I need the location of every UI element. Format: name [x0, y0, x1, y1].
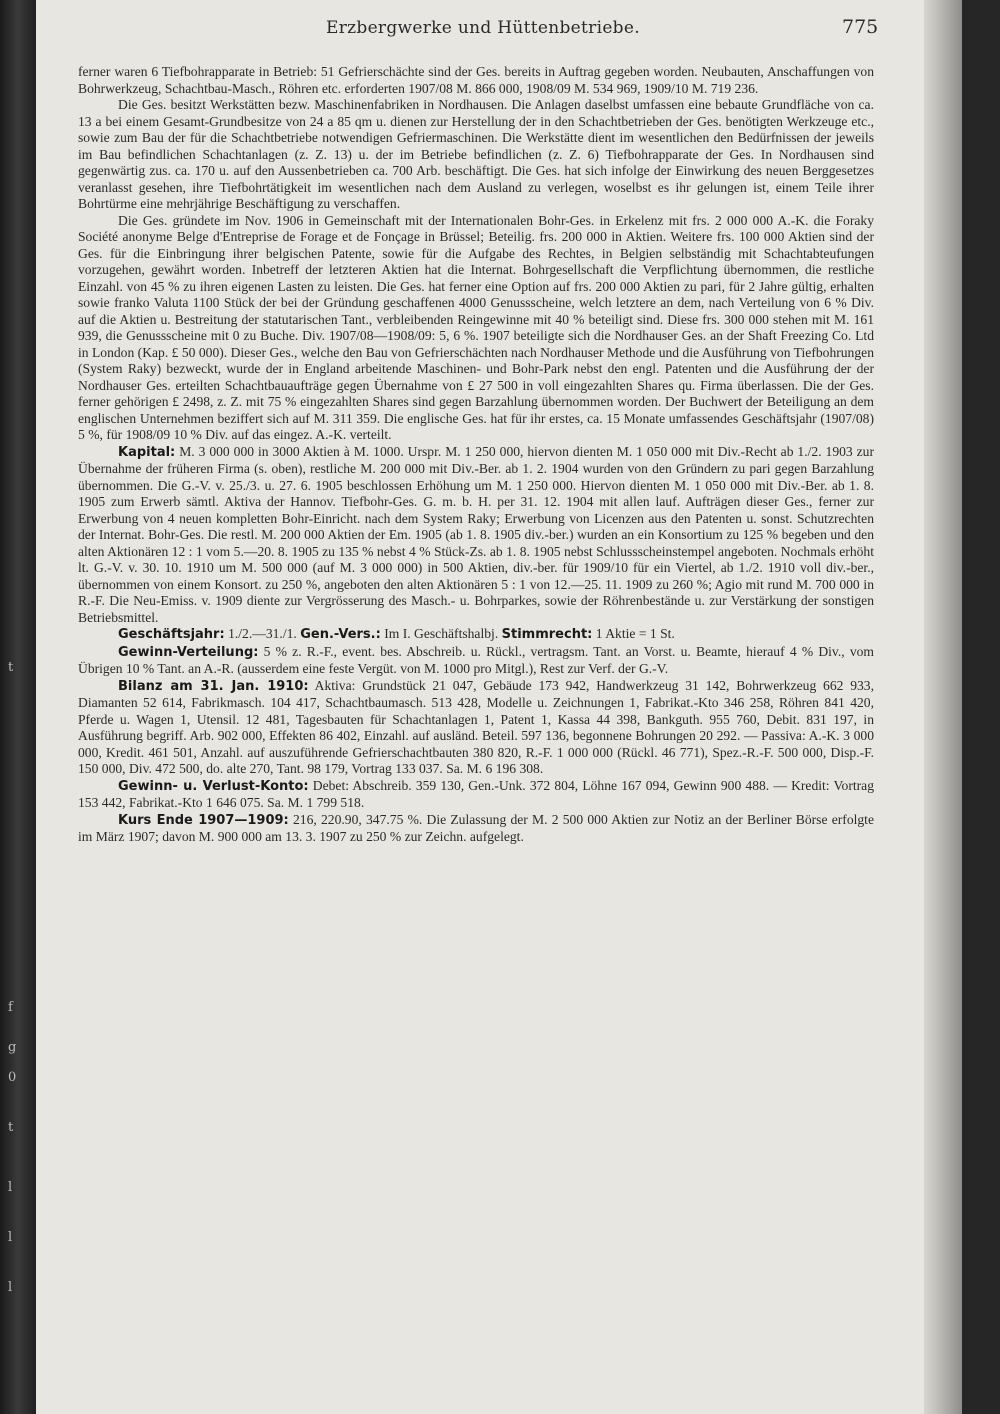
binding-mark: 0 — [8, 1070, 17, 1085]
stimmrecht-label: Stimmrecht: — [501, 627, 593, 642]
binding-mark: l — [8, 1230, 13, 1245]
binding-mark: l — [8, 1280, 13, 1295]
section-gewinn-verteilung — [78, 644, 874, 678]
binding-mark: t — [8, 1120, 14, 1135]
stimmrecht-text: 1 Aktie = 1 St. — [595, 626, 675, 641]
geschaeftsjahr-label: Geschäftsjahr: — [118, 627, 225, 642]
gewinn-verlust-label: Gewinn- u. Verlust-Konto: — [118, 778, 309, 794]
paragraph-werkstaetten: Die Ges. besitzt Werkstätten bezw. Maschinenfabriken in Nordhausen. Die Anlagen daselbst umfassen eine bebaute Grundfläche von ca. 13 a bei einem Gesamt-Grundbesitze von 24 a 85 qm u. dienen zur Herstellung der in den Schachtbetrieben der Ges. benötigten Werkzeuge etc., sowie zum Bau der für die Schachtbetriebe notwendigen Gefriermaschinen. Die Werkstätte dient im wesentlichen den Bedürfnissen der jeweils im Bau befindlichen Schachtanlagen (z. Z. 13) u. der im Betriebe befindlichen (z. Z. 6) Tiefbohrapparate der Ges. In Nordhausen sind gegenwärtig zus. ca. 170 u. auf den Aussenbetrieben ca. 700 Arb. beschäftigt. Die Ges. hat sich infolge der Einwirkung des neuen Berggesetzes veranlasst gesehen, ihre Tiefbohrtätigkeit im wesentlichen nach dem Ausland zu verlegen, woselbst es ihr gelungen ist, einem Teile ihrer Bohrtürme eine mehrjährige Beschäftigung zu verschaffen. — [78, 97, 874, 211]
binding-mark: t — [8, 660, 14, 675]
section-gewinn-verlust — [78, 778, 874, 812]
bilanz-text: Aktiva: Grundstück 21 047, Gebäude 173 942, Handwerkzeug 31 142, Bohrwerkzeug 662 933, Diamanten 52 614, Fabrikmasch. 104 417, Schachtbaumasch. 513 428, Modelle u. Zeichnungen 1, Fabrikat.-Kto 346 258, Röhren 841 420, Pferde u. Wagen 1, Utensil. 12 481, Tagesbauten für Schachtanlagen 1, Patent 1, Kassa 44 398, Bankguth. 955 760, Debit. 831 197, in Ausführung begriff. Arb. 902 000, Effekten 86 402, Einzahl. auf ausländ. Beteil. 597 136, begonnene Bohrungen 20 292. — Passiva: A.-K. 3 000 000, Kredit. 461 501, Anzahl. auf auszuführende Gefrierschachtbauten 380 820, R.-F. 1 000 000 (Rückl. 46 771), Spez.-R.-F. 500 000, Disp.-F. 150 000, Div. 472 500, do. alte 270, Tant. 98 179, Vortrag 133 037. Sa. M. 6 196 308. — [78, 677, 874, 776]
binding-mark: g — [8, 1040, 17, 1055]
kurs-label: Kurs Ende 1907—1909: — [118, 812, 289, 828]
paragraph-beteiligungen: Die Ges. gründete im Nov. 1906 in Gemeinschaft mit der Internationalen Bohr-Ges. in Erkelenz mit frs. 2 000 000 A.-K. die Foraky Société anonyme Belge d'Entreprise de Forage et de Fonçage in Brüssel; Beteilig. frs. 200 000 in Aktien. Weitere frs. 100 000 Aktien sind der Ges. für die Einbringung ihrer belgischen Patente, sowie für die Aufgabe des Rechtes, in Belgien selbständig mit Schachtabteufungen vorzugehen, gewährt worden. Inbetreff der letzteren Aktien hat die Internat. Bohrgesellschaft die Verpflichtung übernommen, die restliche Einzahl. von 45 % zu ihren eigenen Lasten zu leisten. Die Ges. hat ferner eine Option auf frs. 200 000 Aktien zu pari, für 2 Jahre gültig, erhalten sowie franko Valuta 1100 Stück der bei der Gründung geschaffenen 4000 Genussscheine, welch letztere an dem, nach Verteilung von 6 % Div. auf die Aktien u. Bestreitung der statutarischen Tant., verbleibenden Reingewinne mit 40 % beteiligt sind. Diese frs. 300 000 stehen mit M. 161 939, die Genussscheine mit 0 zu Buche. Div. 1907/08—1908/09: 5, 6 %. 1907 beteiligte sich die Nordhauser Ges. an der Shaft Freezing Co. Ltd in London (Kap. £ 50 000). Dieser Ges., welche den Bau von Gefrierschächten nach Nordhauser Methode und die Ausführung von Tiefbohrungen (System Raky) bezweckt, wurde der in England arbeitende Maschinen- und Bohr-Park nebst den engl. Patenten und die Ausführung der der Nordhauser Ges. erteilten Schachtbauaufträge gegen Übernahme von £ 27 500 in voll eingezahlten Shares qu. Firma überlassen. Die der Ges. ferner gehörigen £ 2498, z. Z. mit 75 % eingezahlten Shares sind gegen Barzahlung übernommen worden. Der Buchwert der Beteiligung an dem englischen Unternehmen beziffert sich auf M. 311 359. Die englische Ges. hat für ihr erstes, ca. 15 Monate umfassendes Geschäftsjahr (1907/08) 5 %, für 1908/09 10 % Div. auf das eingez. A.-K. verteilt. — [78, 212, 874, 442]
binding-mark: l — [8, 1180, 13, 1195]
paragraph-continuation: ferner waren 6 Tiefbohrapparate in Betrieb: 51 Gefrierschächte sind der Ges. bereits in Auftrag gegeben worden. Neubauten, Anschaffungen von Bohrwerkzeug, Schachtbau-Masch., Röhren etc. erforderten 1907/08 M. 866 000, 1908/09 M. 534 969, 1909/10 M. 719 236. — [78, 64, 874, 96]
bilanz-label: Bilanz am 31. Jan. 1910: — [118, 678, 309, 694]
section-geschaeftsjahr — [78, 626, 874, 644]
document-page — [36, 0, 962, 1414]
binding-mark: f — [8, 1000, 13, 1015]
gewinn-verteilung-text: 5 % z. R.-F., event. bes. Abschreib. u. Rückl., vertragsm. Tant. an Vorst. u. Beamte, hierauf 4 % Div., vom Übrigen 10 % Tant. an A.-R. (ausserdem eine feste Vergüt. von M. 1000 pro Mitgl.), Rest zur Verf. der G.-V. — [78, 643, 875, 676]
page-edge-shadow — [924, 0, 962, 1414]
page-header — [36, 14, 962, 44]
section-bilanz — [78, 678, 874, 778]
page-number: 775 — [842, 16, 879, 38]
genvers-label: Gen.-Vers.: — [300, 627, 381, 642]
running-title: Erzbergwerke und Hüttenbetriebe. — [326, 18, 640, 38]
geschaeftsjahr-text: 1./2.—31./1. — [228, 626, 297, 641]
section-kapital — [78, 444, 874, 627]
kapital-text: M. 3 000 000 in 3000 Aktien à M. 1000. Urspr. M. 1 250 000, hiervon dienten M. 1 050 000 mit Div.-Recht ab 1./2. 1903 zur Übernahme der früheren Firma (s. oben), restliche M. 200 000 mit Div.-Ber. ab 1. 2. 1904 wurden von den Gründern zu pari gegen Barzahlung übernommen. Die G.-V. v. 25./3. u. 27. 6. 1905 beschlossen Erhöhung um M. 1 250 000. Hiervon dienten M. 1 050 000 mit Div.-Ber. ab 1. 8. 1905 zum Erwerb sämtl. Aktiva der Hannov. Tiefbohr-Ges. G. m. b. H. per 31. 12. 1904 mit allen lauf. Aufträgen dieser Ges., ferner zur Erwerbung von 4 neuen kompletten Bohr-Einricht. nach dem System Raky; Erwerbung von Licenzen aus den Patenten u. sonst. Schutzrechten der Internat. Bohr-Ges. Die restl. M. 200 000 Aktien der Em. 1905 (ab 1. 8. 1905 div.-ber.) wurden an ein Konsortium zu 125 % begeben und den alten Aktionären 12 : 1 vom 5.—20. 8. 1905 zu 135 % nebst 4 % Stück-Zs. ab 1. 8. 1905 nebst Schlussscheinstempel angeboten. Nochmals erhöht lt. G.-V. v. 30. 10. 1910 um M. 500 000 (auf M. 3 000 000) in 500 Aktien, div.-ber. für 1909/10 für ein Viertel, ab 1./2. 1910 voll div.-ber., übernommen von einem Konsort. zu 250 %, angeboten den alten Aktionären 5 : 1 von 12.—25. 11. 1909 zu 260 %; Agio mit rund M. 700 000 in R.-F. Die Neu-Emiss. v. 1909 diente zur Vergrösserung des Masch.- u. Bohrparkes, sowie der Röhrenbestände u. zur Verstärkung der sonstigen Betriebsmittel. — [78, 443, 874, 625]
book-binding — [0, 0, 36, 1414]
kurs-text: 216, 220.90, 347.75 %. Die Zulassung der M. 2 500 000 Aktien zur Notiz an der Berliner Börse erfolgte im März 1907; davon M. 900 000 am 13. 3. 1907 zu 250 % zur Zeichn. aufgelegt. — [78, 811, 874, 844]
gewinn-verlust-text: Debet: Abschreib. 359 130, Gen.-Unk. 372 804, Löhne 167 094, Gewinn 900 488. — Kredit: Vortrag 153 442, Fabrikat.-Kto 1 646 075. Sa. M. 1 799 518. — [78, 777, 874, 810]
gewinn-verteilung-label: Gewinn-Verteilung: — [118, 644, 259, 660]
kapital-label: Kapital: — [118, 444, 176, 460]
body-text — [78, 64, 874, 846]
genvers-text: Im I. Geschäftshalbj. — [384, 626, 499, 641]
section-kurs — [78, 812, 874, 846]
